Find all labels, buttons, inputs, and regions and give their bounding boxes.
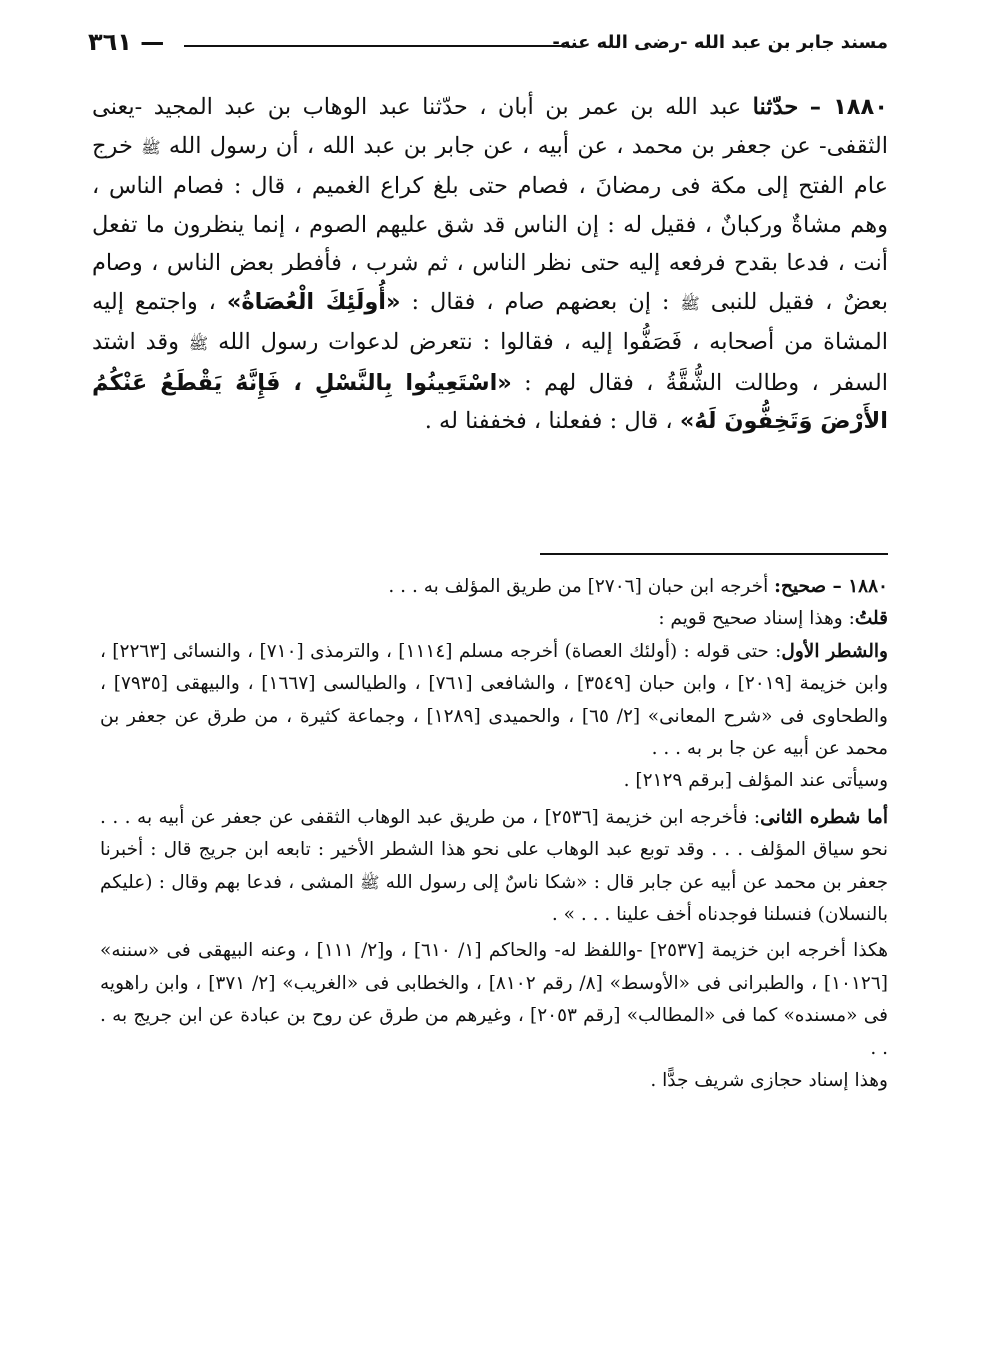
text-line-5: وقد اشتد السفر ، وطالت الشُّقَّةُ ، فقال لهم : bbox=[92, 329, 888, 396]
footnotes bbox=[100, 571, 888, 1098]
text-line-6: ، قال : ففعلنا ، فخففنا له . bbox=[424, 408, 673, 434]
footnote-first-part bbox=[100, 636, 888, 766]
footnote-second-part-text: : فأخرجه ابن خزيمة [٢٥٣٦] ، من طريق عبد الوهاب الثقفى عن جعفر عن أبيه به . . . نحو سياق المؤلف . . . وقد توبع عبد الوهاب على نحو هذا الشطر الأخير : تابعه ابن جريج قال : أخبرنا جعفر بن محمد عن أبيه عن جابر قال : «شكا ناسٌ إلى رسول الله bbox=[100, 806, 889, 893]
hadith-text bbox=[92, 88, 888, 441]
page-number-value: ٣٦١ bbox=[88, 28, 132, 56]
footnote-grading-text: أخرجه ابن حبان [٢٧٠٦] من طريق المؤلف به . . . bbox=[388, 576, 769, 597]
text-line-2: خرج عام الفتح إلى مكة فى رمضانَ ، فصام حتى بلغ كراع الغميم ، قال : فصام الناس ، وهم مشاةٌ وركبانٌ ، فقيل له : إن الناس قد شق عليهم الصوم ، إنما ينظرون ما تفعل أنت ، فدعا بقدح فرفعه إليه حتى نظر الناس ، ثم شرب ، فأفطر بعض الناس ، وصام بعضٌ ، فقيل للنبى bbox=[92, 132, 889, 315]
footnote-sources: هكذا أخرجه ابن خزيمة [٢٥٣٧] -واللفظ له- والحاكم [١/ ٦١٠] ، و[٢/ ١١١] ، وعنه البيهقى فى «سننه» [١٠١٢٦] ، والطبرانى فى «الأوسط» [٨/ رقم ٨١٠٢] ، والخطابى فى «الغريب» [٢/ ٣٧١] ، وابن راهويه فى «مسنده» كما فى «المطالب» [رقم ٢٠٥٣] ، وغيرهم من طرق عن روح بن عبادة عن ابن جريج به . . . bbox=[100, 940, 888, 1059]
footnote-second-part bbox=[100, 802, 888, 932]
footnote-comment-label: قلتُ bbox=[854, 608, 888, 630]
footnote-second-part-label: أما شطره الثانى bbox=[760, 806, 888, 828]
salutation-symbol: ﷺ bbox=[360, 872, 380, 892]
header-title: مسند جابر بن عبد الله -رضى الله عنه- bbox=[552, 32, 888, 53]
footnote-comment-text: : وهذا إسناد صحيح قويم : bbox=[658, 608, 855, 630]
footnote-grading-label: ١٨٨٠ – صحيح: bbox=[774, 576, 888, 597]
salutation-symbol: ﷺ bbox=[680, 293, 700, 313]
page-number: — ٣٦١ bbox=[88, 28, 165, 56]
prophetic-quote-1: «أُولَئِكَ الْعُصَاةُ» bbox=[226, 288, 401, 315]
text-line-4: ، واجتمع إليه المشاة من أصحابه ، فَصَفُّوا إليه ، فقالوا : نتعرض لدعوات رسول الله bbox=[92, 288, 889, 355]
prophetic-quote-2: «اسْتَعِينُوا بِالنَّسْلِ ، فَإِنَّهُ يَقْطَعُ عَنْكُمُ الأَرْضَ وَتَخِفُّونَ لَهُ» bbox=[92, 369, 888, 434]
text-line-1: عبد الله بن عمر بن أبان ، حدّثنا عبد الوهاب بن عبد المجيد -يعنى الثقفى- عن جعفر بن محمد ، عن أبيه ، عن جابر بن عبد الله ، أن رسول الله bbox=[92, 94, 888, 159]
salutation-symbol: ﷺ bbox=[141, 137, 161, 157]
footnote-first-part-tail: وسيأتى عند المؤلف [برقم ٢١٢٩] . bbox=[623, 770, 888, 792]
footnote-separator bbox=[540, 553, 888, 555]
header-rule bbox=[184, 45, 570, 47]
footnote-first-part-label: والشطر الأول bbox=[781, 640, 888, 662]
footnote-second-part-tail: المشى ، فدعا بهم وقال : (عليكم بالنسلان) فنسلنا فوجدناه أخف علينا . . . » . bbox=[100, 871, 888, 926]
text-line-3: : إن بعضهم صام ، فقال : bbox=[411, 288, 670, 315]
footnote-conclusion: وهذا إسناد حجازى شريف جدًّا . bbox=[650, 1070, 888, 1092]
footnote-comment bbox=[100, 603, 888, 635]
narration-keyword: حدّثنا bbox=[752, 94, 799, 120]
footnote-first-part-text: : حتى قوله : (أولئك العصاة) أخرجه مسلم [١١١٤] ، والترمذى [٧١٠] ، والنسائى [٢٢٦٣] ، وابن خزيمة [٢٠١٩] ، وابن حبان [٣٥٤٩] ، والشافعى [٧٦١] ، والطيالسى [١٦٦٧] ، والبيهقى [٧٩٣٥] ، والطحاوى فى «شرح المعانى» [٢/ ٦٥] ، والحميدى [١٢٨٩] ، وجماعة كثيرة ، من طرق عن جعفر بن محمد عن أبيه عن جا بر به . . . bbox=[100, 640, 889, 760]
running-header bbox=[88, 28, 888, 64]
salutation-symbol: ﷺ bbox=[188, 334, 209, 353]
hadith-paragraph bbox=[92, 88, 888, 441]
footnote-grading bbox=[100, 571, 888, 603]
hadith-number: ١٨٨٠ – bbox=[809, 94, 888, 120]
